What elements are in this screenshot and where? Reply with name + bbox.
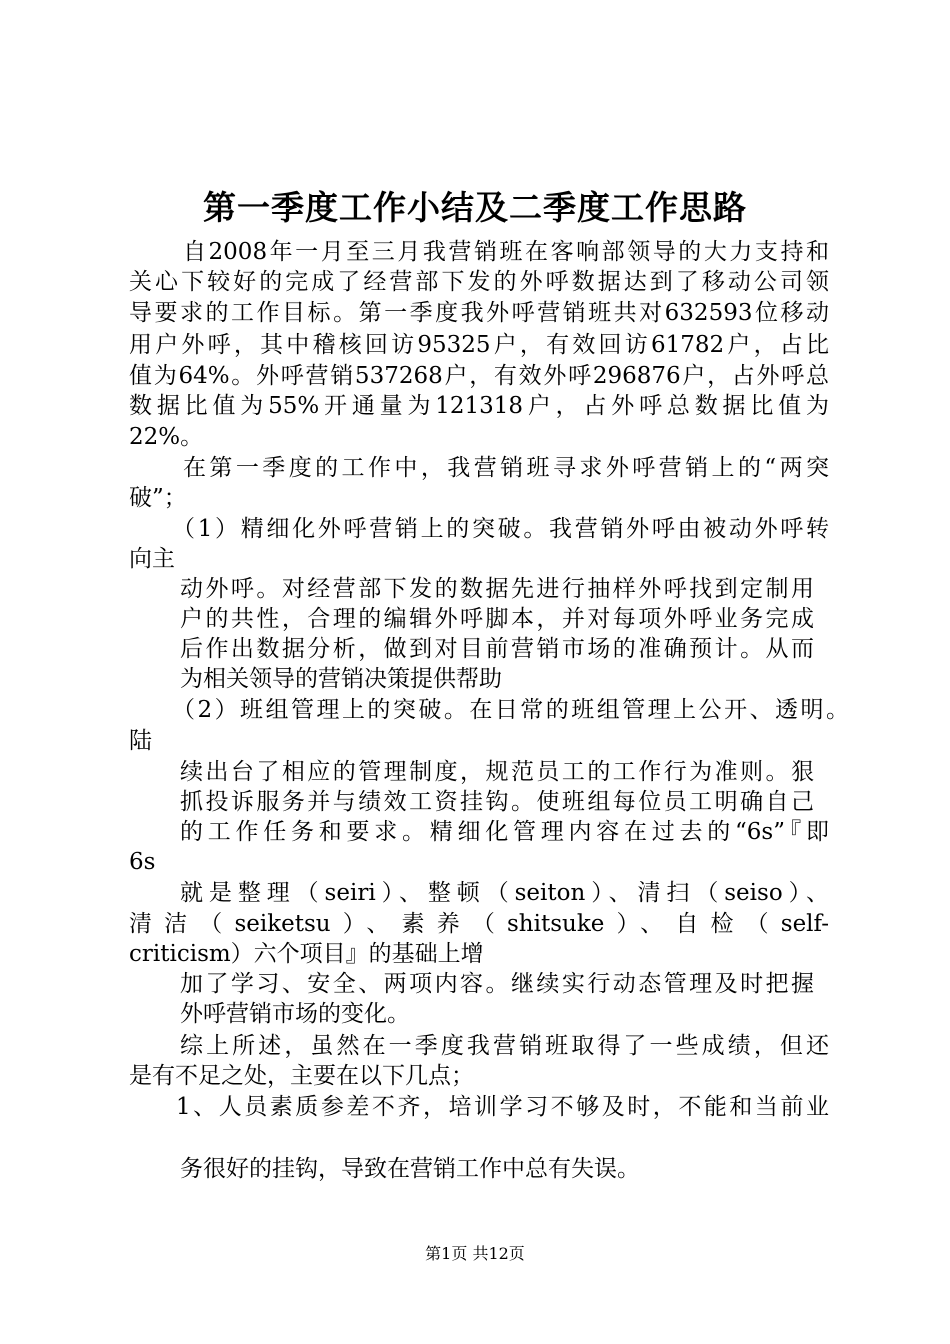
- body-line: 关心下较好的完成了经营部下发的外呼数据达到了移动公司领: [129, 269, 829, 295]
- body-line: 的工作任务和要求。精细化管理内容在过去的“6s”『即: [180, 819, 829, 845]
- body-line: 值为64%。外呼营销537268户，有效外呼296876户，占外呼总: [129, 363, 829, 389]
- body-line: 22%。: [129, 424, 204, 450]
- body-line: 外呼营销市场的变化。: [180, 1001, 410, 1027]
- body-line: （2）班组管理上的突破。在日常的班组管理上公开、透明。: [172, 697, 849, 723]
- body-line: 清洁（seiketsu）、素养（shitsuke）、自检（self-: [129, 911, 829, 937]
- body-line: 是有不足之处，主要在以下几点；: [129, 1063, 474, 1089]
- body-line: 用户外呼，其中稽核回访95325户，有效回访61782户，占比: [129, 332, 829, 358]
- body-line: 在第一季度的工作中，我营销班寻求外呼营销上的“两突: [183, 455, 829, 481]
- body-line: 后作出数据分析，做到对目前营销市场的准确预计。从而: [180, 636, 814, 662]
- document-title: 第一季度工作小结及二季度工作思路: [203, 188, 747, 227]
- body-line: 导要求的工作目标。第一季度我外呼营销班共对632593位移动: [129, 300, 829, 326]
- body-line: 续出台了相应的管理制度，规范员工的工作行为准则。狠: [180, 759, 814, 785]
- body-line: 陆: [129, 728, 152, 754]
- page-footer: 第1页 共12页: [425, 1244, 525, 1263]
- body-line: 务很好的挂钩，导致在营销工作中总有失误。: [180, 1156, 640, 1182]
- body-line: 抓投诉服务并与绩效工资挂钩。使班组每位员工明确自己: [180, 789, 814, 815]
- body-line: 数据比值为55%开通量为121318户，占外呼总数据比值为: [129, 393, 829, 419]
- body-line: 6s: [129, 849, 156, 875]
- body-line: （1）精细化外呼营销上的突破。我营销外呼由被动外呼转: [172, 516, 829, 542]
- body-line: 动外呼。对经营部下发的数据先进行抽样外呼找到定制用: [180, 576, 814, 602]
- body-line: 1、人员素质参差不齐，培训学习不够及时，不能和当前业: [176, 1094, 829, 1120]
- body-line: criticism）六个项目』的基础上增: [129, 941, 484, 967]
- body-line: 加了学习、安全、两项内容。继续实行动态管理及时把握: [180, 971, 814, 997]
- body-line: 破”；: [129, 485, 187, 511]
- body-line: 户的共性，合理的编辑外呼脚本，并对每项外呼业务完成: [180, 606, 814, 632]
- body-line: 自2008年一月至三月我营销班在客响部领导的大力支持和: [183, 239, 829, 265]
- body-line: 综上所述，虽然在一季度我营销班取得了一些成绩，但还: [180, 1033, 829, 1059]
- body-line: 向主: [129, 546, 175, 572]
- body-line: 为相关领导的营销决策提供帮助: [180, 666, 502, 692]
- body-line: 就是整理（seiri）、整顿（seiton）、清扫（seiso）、: [180, 880, 829, 906]
